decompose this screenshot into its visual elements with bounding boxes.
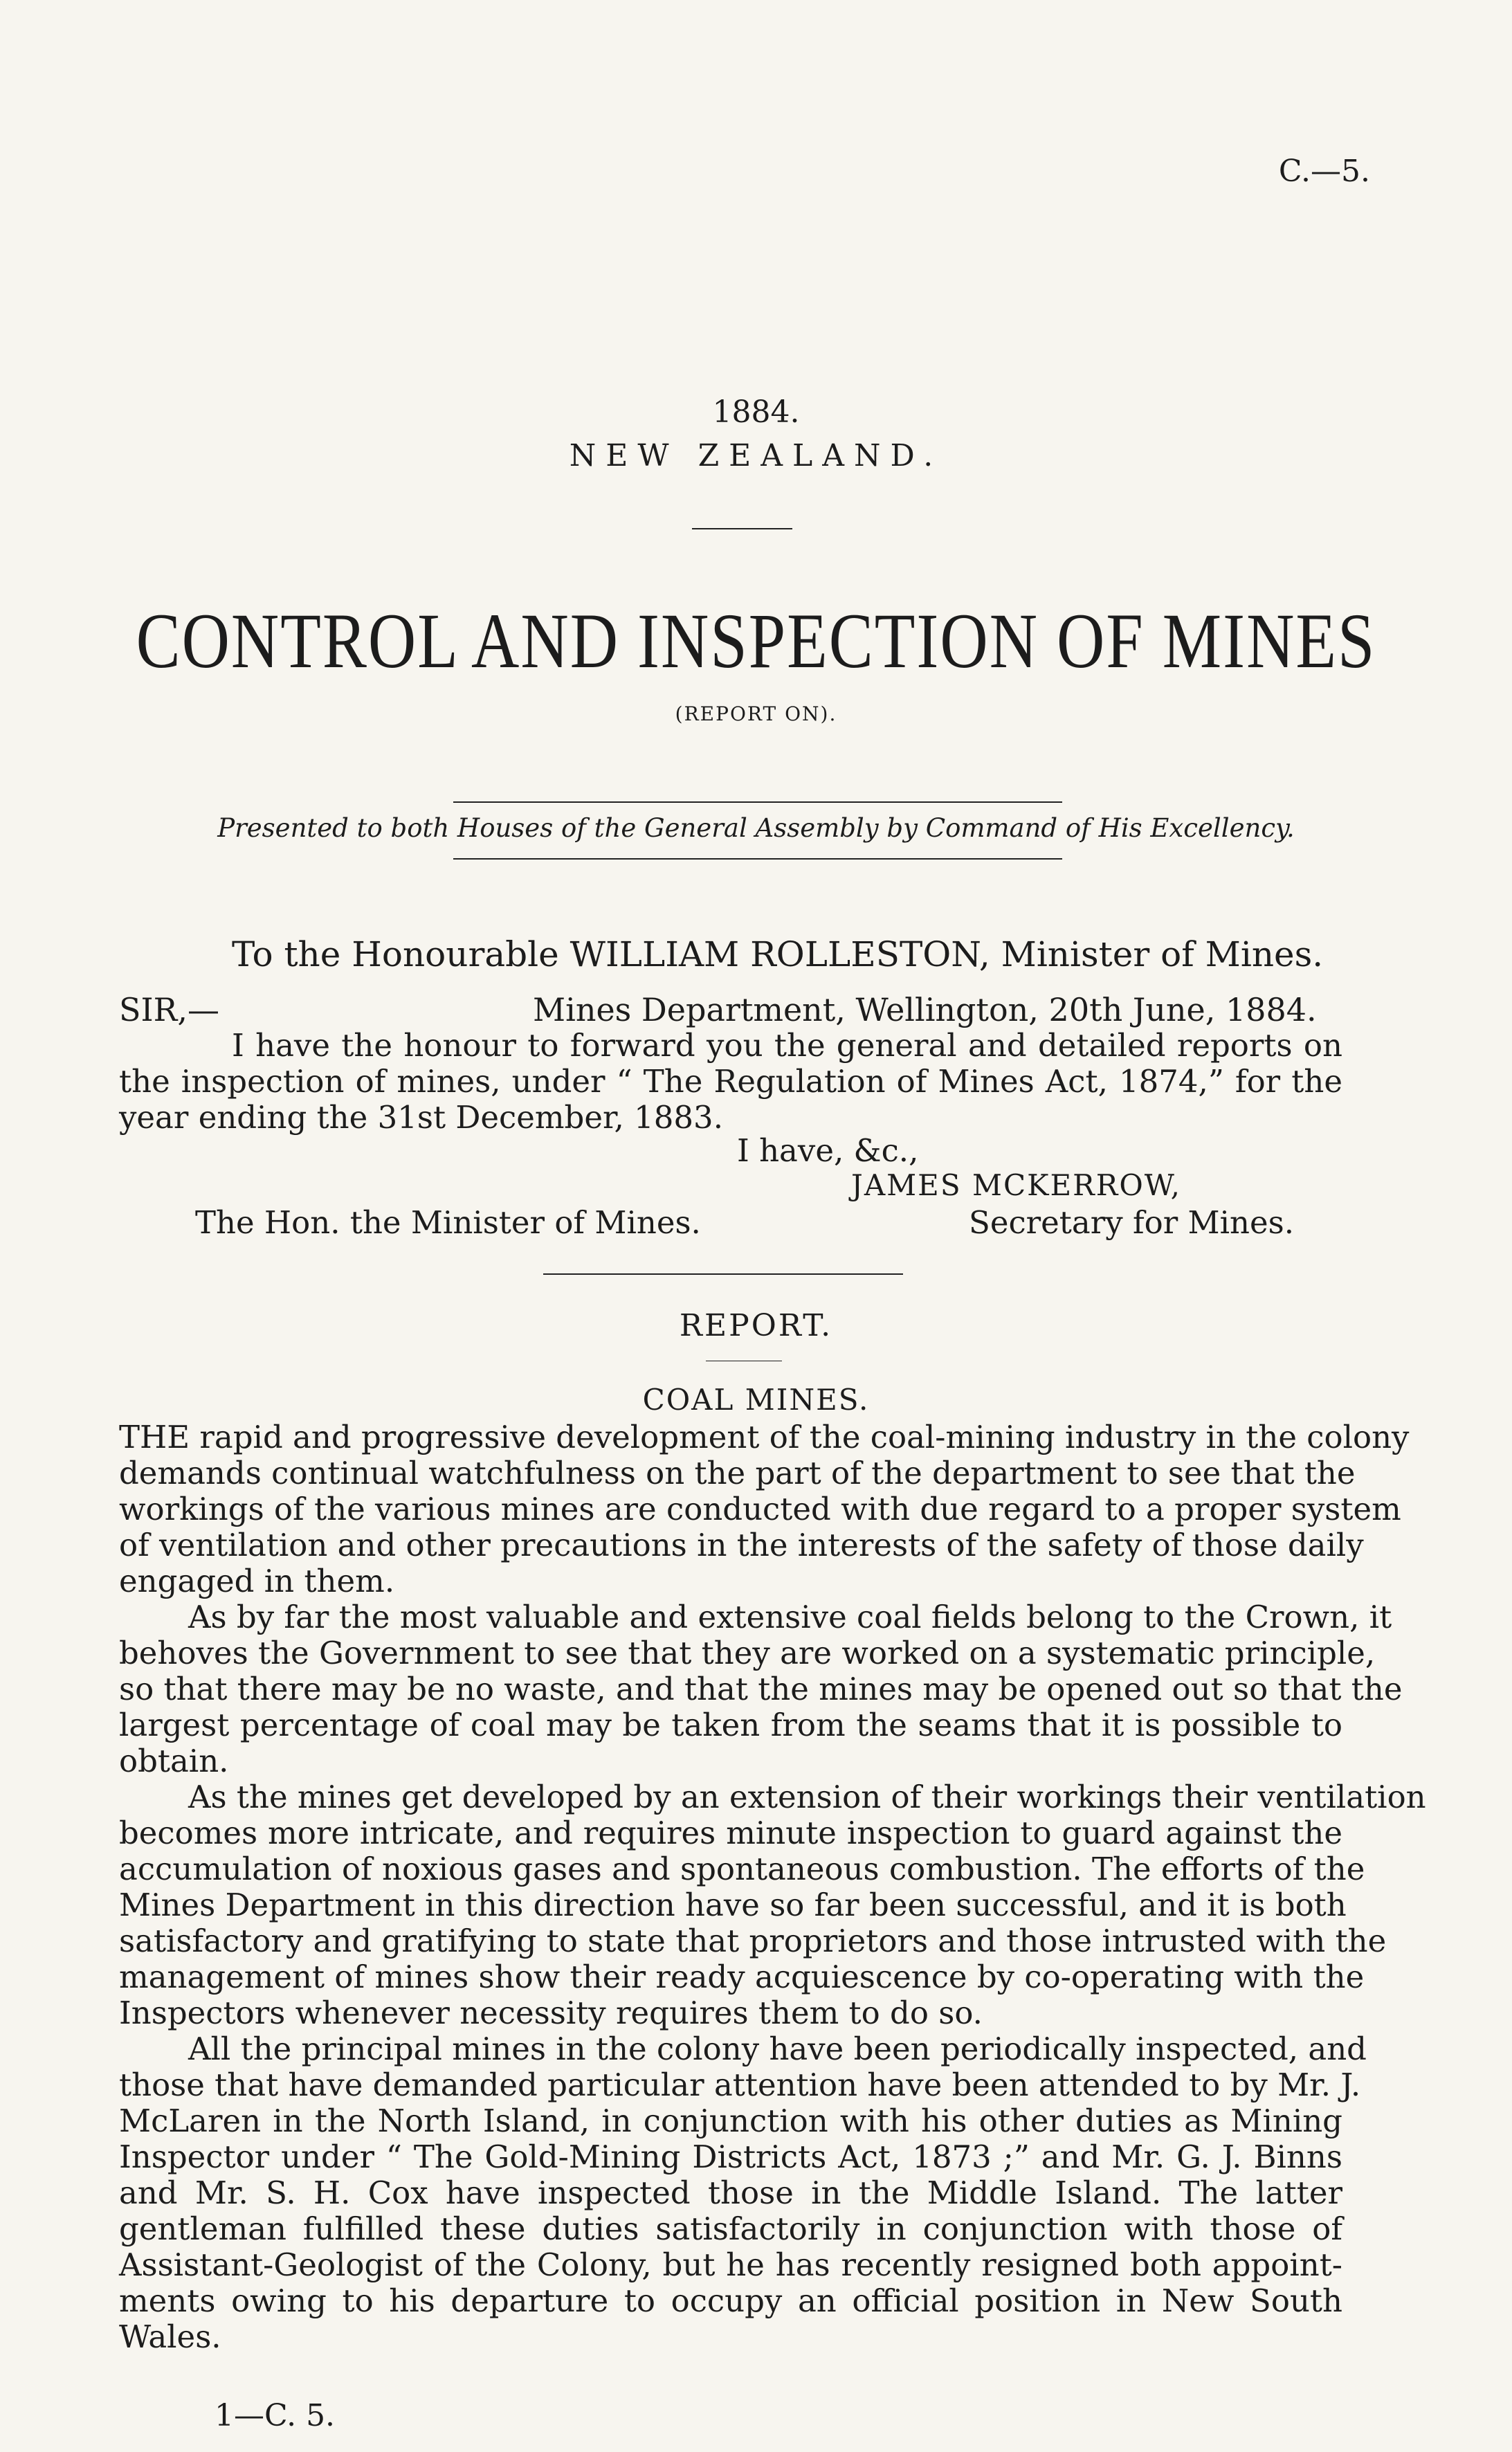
report-line: largest percentage of coal may be taken from the seams that it is possible to bbox=[119, 1707, 1342, 1743]
letter-line: year ending the 31st December, 1883. bbox=[119, 1099, 723, 1136]
report-line: As the mines get developed by an extension of their workings their ventilation bbox=[188, 1779, 1426, 1815]
report-line: Wales. bbox=[119, 2318, 221, 2355]
report-line: and Mr. S. H. Cox have inspected those in the Middle Island. The latter bbox=[119, 2174, 1342, 2211]
presented-rule-top bbox=[453, 801, 1062, 803]
document-title: CONTROL AND INSPECTION OF MINES bbox=[136, 597, 1376, 684]
report-line: Mines Department in this direction have so far been successful, and it is both bbox=[119, 1887, 1347, 1923]
report-line: of ventilation and other precautions in the interests of the safety of those daily bbox=[119, 1527, 1364, 1563]
title-rule-top bbox=[692, 528, 792, 529]
report-line: ments owing to his departure to occupy an official position in New South bbox=[119, 2282, 1342, 2319]
report-rule bbox=[543, 1273, 903, 1275]
letter-closing: I have, &c., bbox=[737, 1132, 919, 1169]
report-line: gentleman fulfilled these duties satisfactorily in conjunction with those of bbox=[119, 2210, 1342, 2247]
report-line: management of mines show their ready acquiescence by co-operating with the bbox=[119, 1959, 1365, 1995]
report-line: becomes more intricate, and requires minute inspection to guard against the bbox=[119, 1815, 1342, 1851]
letter-address: To the Honourable WILLIAM ROLLESTON, Minister of Mines. bbox=[232, 934, 1324, 974]
report-line: demands continual watchfulness on the part of the department to see that the bbox=[119, 1455, 1356, 1491]
report-line: satisfactory and gratifying to state that proprietors and those intrusted with the bbox=[119, 1923, 1387, 1959]
country: NEW ZEALAND. bbox=[569, 438, 943, 473]
report-line: so that there may be no waste, and that the mines may be opened out so that the bbox=[119, 1671, 1403, 1707]
section-heading: COAL MINES. bbox=[642, 1383, 870, 1417]
presented-rule-bottom bbox=[453, 858, 1062, 860]
report-line: Assistant-Geologist of the Colony, but he has recently resigned both appoint- bbox=[119, 2246, 1342, 2283]
letter-recipient: The Hon. the Minister of Mines. bbox=[195, 1204, 701, 1241]
report-line: All the principal mines in the colony have been periodically inspected, and bbox=[188, 2031, 1367, 2067]
page-reference: C.—5. bbox=[1278, 154, 1370, 189]
letter-signatory: JAMES MCKERROW, bbox=[851, 1168, 1181, 1202]
report-line: Inspector under “ The Gold-Mining Districts Act, 1873 ;” and Mr. G. J. Binns bbox=[119, 2138, 1342, 2175]
printer-signature: 1—C. 5. bbox=[215, 2398, 336, 2433]
report-line: THE rapid and progressive development of the coal-mining industry in the colony bbox=[119, 1419, 1410, 1455]
report-heading: REPORT. bbox=[679, 1308, 833, 1343]
letter-signatory-title: Secretary for Mines. bbox=[969, 1204, 1294, 1241]
letter-dateline: Mines Department, Wellington, 20th June, 1884. bbox=[533, 991, 1317, 1028]
report-line: workings of the various mines are conducted with due regard to a proper system bbox=[119, 1491, 1401, 1527]
report-line: obtain. bbox=[119, 1743, 229, 1779]
report-line: those that have demanded particular attention have been attended to by Mr. J. bbox=[119, 2067, 1361, 2103]
letter-line: I have the honour to forward you the general and detailed reports on bbox=[232, 1027, 1342, 1064]
report-line: engaged in them. bbox=[119, 1563, 395, 1599]
report-line: As by far the most valuable and extensive coal fields belong to the Crown, it bbox=[188, 1599, 1392, 1635]
report-line: McLaren in the North Island, in conjunction with his other duties as Mining bbox=[119, 2103, 1342, 2139]
letter-line: the inspection of mines, under “ The Regulation of Mines Act, 1874,” for the bbox=[119, 1063, 1342, 1100]
report-line: accumulation of noxious gases and spontaneous combustion. The efforts of the bbox=[119, 1851, 1365, 1887]
report-line: behoves the Government to see that they are worked on a systematic principle, bbox=[119, 1635, 1376, 1671]
document-subtitle: (REPORT ON). bbox=[675, 702, 837, 725]
report-line: Inspectors whenever necessity requires them to do so. bbox=[119, 1995, 983, 2031]
presented-line: Presented to both Houses of the General Assembly by Command of His Excellency. bbox=[217, 813, 1295, 843]
year: 1884. bbox=[712, 394, 800, 430]
letter-salutation: SIR,— bbox=[119, 991, 219, 1028]
